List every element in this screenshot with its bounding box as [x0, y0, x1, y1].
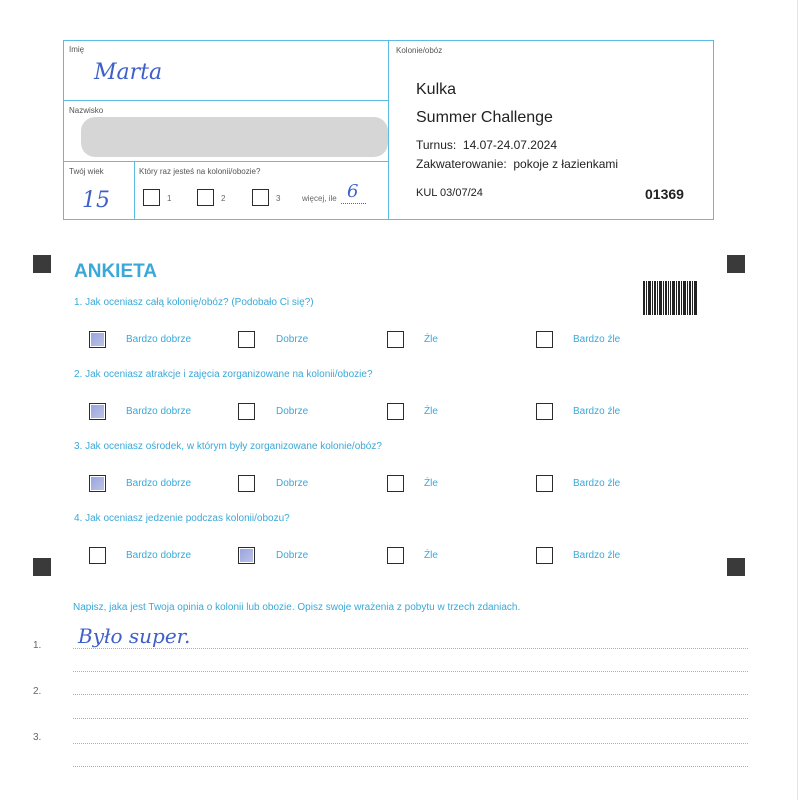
question-4-checkbox-3[interactable]	[387, 547, 404, 564]
ktory-raz-option-1: 1	[167, 194, 172, 203]
nazwisko-redaction	[81, 117, 388, 157]
question-2-option-2-label: Dobrze	[276, 406, 309, 417]
opinion-line-3b[interactable]	[73, 766, 748, 767]
question-1-checkbox-4[interactable]	[536, 331, 553, 348]
page-edge	[797, 0, 798, 800]
question-2-checkbox-1[interactable]	[89, 403, 106, 420]
age-divider	[134, 161, 135, 220]
ktory-raz-option-3: 3	[276, 194, 281, 203]
question-1-option-1-label: Bardzo dobrze	[126, 334, 192, 345]
question-2-text: 2. Jak oceniasz atrakcje i zajęcia zorganizowane na kolonii/obozie?	[74, 369, 373, 380]
ktory-raz-label: Który raz jesteś na kolonii/obozie?	[139, 167, 261, 176]
question-4-option-4-label: Bardzo źle	[573, 550, 621, 561]
barcode-icon	[643, 281, 697, 315]
header-divider	[388, 40, 389, 220]
ktory-raz-checkbox-2[interactable]	[197, 189, 214, 206]
nazwisko-label: Nazwisko	[69, 106, 104, 115]
ktory-raz-checkbox-1[interactable]	[143, 189, 160, 206]
corner-marker-bottom-left	[33, 558, 51, 576]
camp-title: Summer Challenge	[416, 109, 553, 126]
opinion-prompt: Napisz, jaka jest Twoja opinia o kolonii lub obozie. Opisz swoje wrażenia z pobytu w trzech zdaniach.	[73, 602, 521, 613]
ktory-raz-checkbox-3[interactable]	[252, 189, 269, 206]
corner-marker-bottom-right	[727, 558, 745, 576]
survey-title: ANKIETA	[74, 261, 158, 282]
turnus: Turnus: 14.07-24.07.2024	[416, 138, 557, 152]
question-3-checkbox-1[interactable]	[89, 475, 106, 492]
question-4-text: 4. Jak oceniasz jedzenie podczas kolonii/obozu?	[74, 513, 290, 524]
question-4-option-1-label: Bardzo dobrze	[126, 550, 192, 561]
question-4-option-2-label: Dobrze	[276, 550, 309, 561]
question-1-text: 1. Jak oceniasz całą kolonię/obóz? (Podobało Ci się?)	[74, 297, 314, 308]
question-3-option-4-label: Bardzo źle	[573, 478, 621, 489]
question-1-option-2-label: Dobrze	[276, 334, 309, 345]
opinion-line-2a[interactable]	[73, 694, 748, 695]
line-number-3: 3.	[33, 732, 42, 743]
wiecej-label: więcej, ile	[302, 194, 337, 203]
question-1-checkbox-2[interactable]	[238, 331, 255, 348]
question-3-checkbox-2[interactable]	[238, 475, 255, 492]
wiek-value[interactable]: 15	[82, 188, 110, 213]
opinion-line-1b[interactable]	[73, 671, 748, 672]
camp-name: Kulka	[416, 81, 457, 98]
opinion-answer-1[interactable]: Było super.	[78, 624, 191, 648]
question-3-checkbox-4[interactable]	[536, 475, 553, 492]
corner-marker-top-right	[727, 255, 745, 273]
ktory-raz-option-2: 2	[221, 194, 226, 203]
question-4-option-3-label: Źle	[424, 550, 438, 561]
imie-label: Imię	[69, 45, 85, 54]
kolonia-label: Kolonie/obóz	[396, 46, 443, 55]
question-3-text: 3. Jak oceniasz ośrodek, w którym były zorganizowane kolonie/obóz?	[74, 441, 382, 452]
question-2-option-4-label: Bardzo źle	[573, 406, 621, 417]
name-row-divider	[63, 100, 388, 101]
surname-row-divider	[63, 161, 388, 162]
wiecej-value[interactable]: 6	[347, 181, 359, 202]
question-3-option-2-label: Dobrze	[276, 478, 309, 489]
question-2-checkbox-3[interactable]	[387, 403, 404, 420]
question-1-checkbox-1[interactable]	[89, 331, 106, 348]
line-number-2: 2.	[33, 686, 42, 697]
question-1-checkbox-3[interactable]	[387, 331, 404, 348]
opinion-line-3a[interactable]	[73, 743, 748, 744]
question-1-option-4-label: Bardzo źle	[573, 334, 621, 345]
camp-code: KUL 03/07/24	[416, 187, 483, 199]
question-3-checkbox-3[interactable]	[387, 475, 404, 492]
zakwaterowanie: Zakwaterowanie: pokoje z łazienkami	[416, 157, 619, 171]
wiek-label: Twój wiek	[69, 167, 104, 176]
form-number: 01369	[645, 186, 684, 202]
question-1-option-3-label: Źle	[424, 334, 438, 345]
question-4-checkbox-1[interactable]	[89, 547, 106, 564]
question-2-checkbox-2[interactable]	[238, 403, 255, 420]
opinion-line-2b[interactable]	[73, 718, 748, 719]
corner-marker-top-left	[33, 255, 51, 273]
wiecej-dots	[341, 203, 366, 204]
question-3-option-3-label: Źle	[424, 478, 438, 489]
question-4-checkbox-4[interactable]	[536, 547, 553, 564]
question-2-checkbox-4[interactable]	[536, 403, 553, 420]
imie-value[interactable]: Marta	[94, 60, 163, 85]
question-2-option-3-label: Źle	[424, 406, 438, 417]
question-2-option-1-label: Bardzo dobrze	[126, 406, 192, 417]
question-4-checkbox-2[interactable]	[238, 547, 255, 564]
opinion-line-1a[interactable]	[73, 648, 748, 649]
line-number-1: 1.	[33, 640, 42, 651]
question-3-option-1-label: Bardzo dobrze	[126, 478, 192, 489]
